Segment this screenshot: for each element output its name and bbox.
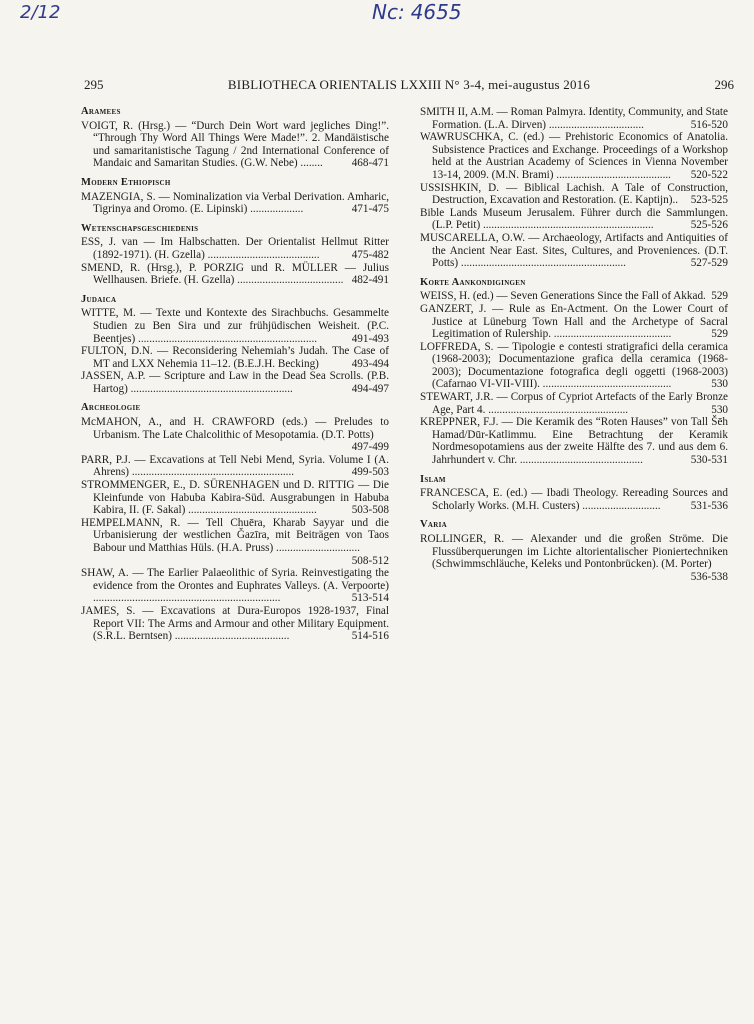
handwritten-date: 2/12 — [20, 2, 61, 23]
right-column — [420, 106, 728, 583]
review-entry — [420, 290, 728, 303]
entry-pages: 527-529 — [690, 257, 728, 270]
review-entry — [81, 120, 389, 170]
section-title: Aramees — [81, 106, 121, 117]
entry-text: SMEND, R. (Hrsg.), P. PORZIG und R. MÜLLER — Julius Wellhausen. Briefe. (H. Gzella) ...................................... — [81, 261, 389, 287]
entry-text: GANZERT, J. — Rule as En-Actment. On the Lower Court of Justice at Lüneburg Town Hall and the Archetype of Sacral Legitimation of Rulership. .......................................... — [420, 302, 728, 341]
review-entry — [420, 232, 728, 270]
review-entry — [420, 341, 728, 391]
entry-text: WAWRUSCHKA, C. (ed.) — Prehistoric Economics of Anatolia. Subsistence Practices and Exchange. Proceedings of a Workshop held at the Austrian Academy of Sciences in Vienna November 13-14, 2009. (M.N. Brami) ......................................... — [420, 131, 728, 181]
entry-text: SHAW, A. — The Earlier Palaeolithic of Syria. Reinvestigating the evidence from the Orontes and Euphrates Valleys. (A. Verpoorte) ................................................................... — [81, 567, 389, 605]
entry-pages: 529 — [711, 290, 728, 303]
entry-text: LOFFREDA, S. — Tipologie e contesti stratigrafici della ceramica (1968-2003); Documentazione grafica della ceramica (1968-2003); Documentazione fotografica degli oggetti (1968-2003) (Cafarnao VI-VII-VIII). .............................................. — [420, 340, 728, 391]
section-title: Modern Ethiopisch — [81, 176, 171, 188]
review-entry — [420, 207, 728, 232]
review-entry — [81, 416, 389, 454]
review-entry — [81, 191, 389, 216]
entry-pages: 530 — [711, 378, 728, 391]
left-column — [81, 106, 389, 643]
review-entry — [81, 307, 389, 345]
entry-pages: 531-536 — [690, 499, 728, 512]
entry-text: STEWART, J.R. — Corpus of Cypriot Artefacts of the Early Bronze Age, Part 4. .................................................. — [420, 391, 728, 416]
review-entry — [420, 131, 728, 181]
entry-pages: 475-482 — [351, 248, 389, 261]
entry-pages: 493-494 — [351, 357, 389, 370]
entry-pages: 471-475 — [351, 203, 389, 216]
entry-text: JASSEN, A.P. — Scripture and Law in the Dead Sea Scrolls. (P.B. Hartog) .......................................................... — [81, 370, 389, 395]
entry-pages: 513-514 — [351, 592, 389, 605]
review-entry — [420, 391, 728, 416]
review-entry — [420, 106, 728, 131]
entry-text: MAZENGIA, S. — Nominalization via Verbal Derivation. Amharic, Tigrinya and Oromo. (E. Lipinski) ................... — [81, 190, 389, 216]
entry-text: USSISHKIN, D. — Biblical Lachish. A Tale of Construction, Destruction, Excavation and Restoration. (E. Kaptijn).. — [420, 181, 728, 207]
review-entry — [81, 567, 389, 605]
review-entry — [81, 517, 389, 567]
entry-text: JAMES, S. — Excavations at Dura-Europos 1928-1937, Final Report VII: The Arms and Armour and other Military Equipment. (S.R.L. Berntsen) ......................................... — [81, 604, 389, 643]
entry-pages: 516-520 — [690, 118, 728, 131]
handwritten-number-value: 4655 — [410, 0, 462, 24]
entry-pages: 508-512 — [351, 554, 389, 567]
section-title: Korte Aankondigingen — [420, 276, 526, 288]
section-title: Varia — [420, 519, 447, 531]
section-title: Wetenschapsgeschiedenis — [81, 222, 199, 234]
entry-text: WITTE, M. — Texte und Kontexte des Sirachbuchs. Gesammelte Studien zu Ben Sira und zur frühjüdischen Weisheit. (P.C. Beentjes) ................................................................ — [81, 307, 389, 345]
entry-text: HEMPELMANN, R. — Tell Chuēra, Kharab Sayyar und die Urbanisierung der westlichen Ǧazīra, mit Beiträgen von Taos Babour und Matthias Hüls. (H.A. Pruss) .............................. — [81, 516, 389, 554]
entry-text: ESS, J. van — Im Halbschatten. Der Orientalist Hellmut Ritter (1892-1971). (H. Gzella) ........................................ — [81, 236, 389, 261]
review-entry — [420, 416, 728, 466]
entry-text: STROMMENGER, E., D. SÜRENHAGEN und D. RITTIG — Die Kleinfunde von Habuba Kabira-Süd. Ausgrabungen in Habuba Kabira, II. (F. Sakal) .............................................. — [81, 479, 389, 517]
review-entry — [81, 479, 389, 517]
entry-pages: 525-526 — [690, 219, 728, 232]
review-entry — [420, 303, 728, 341]
section-title: Islam — [420, 473, 446, 485]
review-entry — [81, 605, 389, 643]
entry-text: KREPPNER, F.J. — Die Keramik des “Roten Hauses” von Tall Šēh Hamad/Dūr-Katlimmu. Eine Betrachtung der Keramik Nordmesopotamiens aus der zweite Hälfte des 7. und aus dem 6. Jahrhundert v. Chr. ............................................ — [420, 416, 728, 467]
entry-pages: 499-503 — [351, 466, 389, 479]
entry-pages: 530-531 — [690, 454, 728, 467]
entry-text: ROLLINGER, R. — Alexander und die großen Ströme. Die Flussüberquerungen im Lichte altorientalischer Pioniertechniken (Schwimmschläuche, Keleks und Pontonbrücken). (M. Porter) — [420, 533, 728, 571]
entry-text: SMITH II, A.M. — Roman Palmyra. Identity, Community, and State Formation. (L.A. Dirven) .................................. — [420, 106, 728, 131]
entry-text: FRANCESCA, E. (ed.) — Ibadi Theology. Rereading Sources and Scholarly Works. (M.H. Custers) ............................ — [420, 487, 728, 512]
entry-text: WEISS, H. (ed.) — Seven Generations Since the Fall of Akkad. — [420, 290, 706, 303]
review-entry — [420, 182, 728, 207]
entry-pages: 529 — [711, 328, 728, 341]
entry-pages: 494-497 — [351, 382, 389, 395]
right-page-number: 296 — [714, 77, 734, 92]
left-page-number: 295 — [84, 77, 104, 92]
handwritten-number — [372, 0, 462, 24]
journal-title: BIBLIOTHECA ORIENTALIS LXXIII N° 3-4, mei-augustus 2016 — [227, 77, 591, 92]
review-entry — [420, 487, 728, 512]
entry-pages: 482-491 — [351, 274, 389, 287]
entry-text: MUSCARELLA, O.W. — Archaeology, Artifacts and Antiquities of the Ancient Near East. Sites, Cultures, and Proveniences. (D.T. Potts) ........................................................... — [420, 231, 728, 270]
entry-text: FULTON, D.N. — Reconsidering Nehemiah’s Judah. The Case of MT and LXX Nehemia 11–12. (B.E.J.H. Becking) — [81, 345, 389, 370]
section-title: Judaica — [81, 293, 117, 305]
entry-pages: 536-538 — [690, 570, 728, 583]
entry-text: McMAHON, A., and H. CRAWFORD (eds.) — Preludes to Urbanism. The Late Chalcolithic of Mesopotamia. (D.T. Potts) — [81, 416, 389, 441]
entry-pages: 514-516 — [351, 630, 389, 643]
review-entry — [81, 262, 389, 287]
section-title: Archeologie — [81, 402, 141, 414]
review-entry — [81, 345, 389, 370]
review-entry — [81, 454, 389, 479]
entry-pages: 503-508 — [351, 504, 389, 517]
review-entry — [420, 533, 728, 583]
entry-pages: 497-499 — [351, 441, 389, 454]
entry-text: Bible Lands Museum Jerusalem. Führer durch die Sammlungen. (L.P. Petit) ............................................................. — [420, 206, 728, 232]
entry-pages: 530 — [711, 403, 728, 416]
page-header — [84, 77, 734, 93]
entry-text: PARR, P.J. — Excavations at Tell Nebi Mend, Syria. Volume I (A. Ahrens) .......................................................... — [81, 453, 389, 479]
entry-pages: 520-522 — [690, 168, 728, 181]
entry-pages: 468-471 — [351, 157, 389, 170]
review-entry — [81, 370, 389, 395]
entry-pages: 491-493 — [351, 332, 389, 345]
entry-pages: 523-525 — [690, 194, 728, 207]
handwritten-number-label: Nc: — [372, 0, 405, 24]
entry-text: VOIGT, R. (Hrsg.) — “Durch Dein Wort ward jegliches Ding!”. “Through Thy Word All Things Were Made!”. 2. Mandäistische und samaritanistische Tagung / 2nd International Conference of Mandaic and Samaritan Studies. (G.W. Nebe) ........ — [81, 119, 389, 170]
review-entry — [81, 236, 389, 261]
